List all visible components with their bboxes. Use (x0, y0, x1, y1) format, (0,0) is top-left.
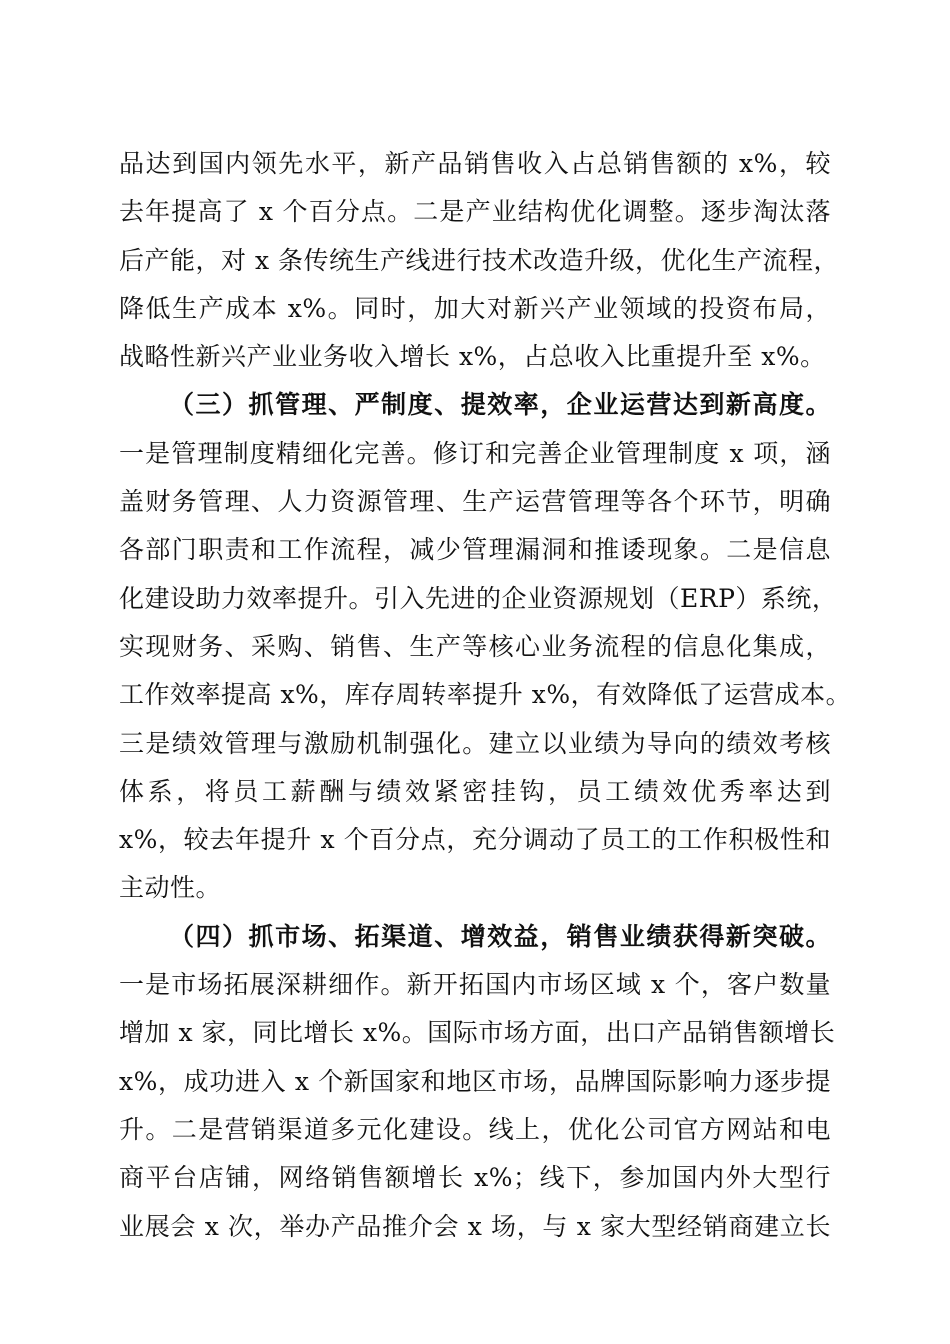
text-line: 品达到国内领先水平，新产品销售收入占总销售额的 x%，较 (119, 149, 831, 178)
text-line: 后产能，对 x 条传统生产线进行技术改造升级，优化生产流程， (119, 245, 839, 275)
text-line: 升。二是营销渠道多元化建设。线上，优化公司官方网站和电 (119, 1114, 831, 1144)
text-line: 商平台店铺，网络销售额增长 x%；线下，参加国内外大型行 (119, 1163, 831, 1193)
text-line: 实现财务、采购、销售、生产等核心业务流程的信息化集成， (119, 631, 831, 661)
text-line: 降低生产成本 x%。同时，加大对新兴产业领域的投资布局， (119, 293, 831, 323)
text-line: 体系，将员工薪酬与绩效紧密挂钩，员工绩效优秀率达到 (119, 776, 831, 806)
text-line: 盖财务管理、人力资源管理、生产运营管理等各个环节，明确 (119, 487, 831, 517)
text-line: 业展会 x 次，举办产品推介会 x 场，与 x 家大型经销商建立长 (119, 1211, 831, 1241)
text-line: 三是绩效管理与激励机制强化。建立以业绩为导向的绩效考核 (119, 728, 831, 758)
text-line: x%，较去年提升 x 个百分点，充分调动了员工的工作积极性和 (119, 825, 831, 855)
text-line: 工作效率提高 x%，库存周转率提升 x%，有效降低了运营成本。 (119, 680, 852, 710)
text-line: 增加 x 家，同比增长 x%。国际市场方面，出口产品销售额增长 (119, 1018, 836, 1048)
text-line: 战略性新兴产业业务收入增长 x%，占总收入比重提升至 x%。 (119, 342, 826, 372)
section-heading: （四）抓市场、拓渠道、增效益，销售业绩获得新突破。 (169, 921, 831, 951)
text-line: 一是市场拓展深耕细作。新开拓国内市场区域 x 个，客户数量 (119, 970, 831, 1000)
text-line: 主动性。 (119, 873, 222, 903)
section-heading: （三）抓管理、严制度、提效率，企业运营达到新高度。 (169, 390, 831, 420)
text-line: 一是管理制度精细化完善。修订和完善企业管理制度 x 项，涵 (119, 438, 831, 468)
document-body (119, 140, 852, 1251)
text-line: 化建设助力效率提升。引入先进的企业资源规划（ERP）系统， (119, 583, 838, 613)
text-line: x%，成功进入 x 个新国家和地区市场，品牌国际影响力逐步提 (119, 1066, 831, 1096)
text-line: 各部门职责和工作流程，减少管理漏洞和推诿现象。二是信息 (119, 535, 831, 565)
text-line: 去年提高了 x 个百分点。二是产业结构优化调整。逐步淘汰落 (119, 197, 831, 227)
